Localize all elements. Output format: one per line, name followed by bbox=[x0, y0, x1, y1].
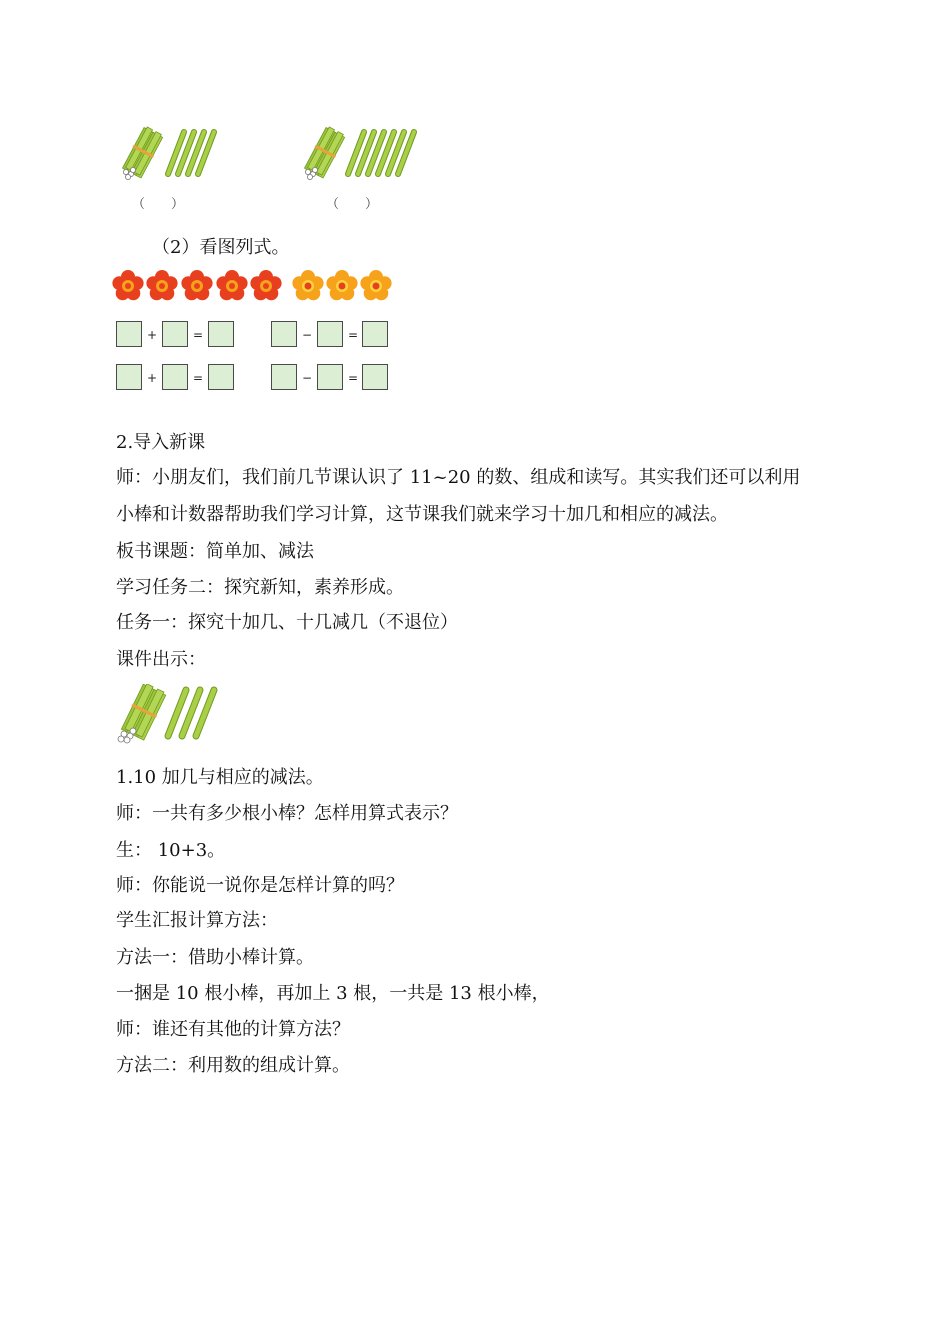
answer-box[interactable] bbox=[271, 364, 297, 390]
exercise2-title: （2）看图列式。 bbox=[152, 237, 290, 258]
courseware-sticks-image bbox=[116, 684, 226, 748]
paragraph-line: 师：你能说一说你是怎样计算的吗？ bbox=[116, 875, 404, 896]
paragraph-line: 任务一：探究十加几、十几减几（不退位） bbox=[116, 612, 458, 633]
equals-sign: = bbox=[193, 371, 204, 385]
equals-sign: = bbox=[348, 328, 359, 342]
paragraph-line: 1.10 加几与相应的减法。 bbox=[116, 767, 324, 788]
section-heading: 2.导入新课 bbox=[116, 432, 206, 453]
paragraph-line: 方法二：利用数的组成计算。 bbox=[116, 1055, 350, 1076]
answer-box[interactable] bbox=[271, 321, 297, 347]
orange-flower-icon bbox=[326, 270, 357, 300]
plus-sign: + bbox=[147, 328, 158, 342]
minus-sign: − bbox=[302, 328, 313, 342]
answer-box[interactable] bbox=[317, 321, 343, 347]
paragraph-line: 板书课题：简单加、减法 bbox=[116, 541, 314, 562]
answer-box[interactable] bbox=[208, 321, 234, 347]
bundle-icon bbox=[122, 126, 165, 180]
stick-bundle-group-left bbox=[118, 126, 228, 186]
answer-paren-right: （ ） bbox=[326, 197, 379, 212]
minus-sign: − bbox=[302, 371, 313, 385]
single-sticks-icon bbox=[348, 132, 414, 174]
paragraph-line: 生： 10+3。 bbox=[116, 840, 226, 861]
bundle-icon bbox=[304, 126, 347, 180]
stick-bundle-group-right bbox=[300, 126, 425, 186]
bundle-icon bbox=[118, 684, 168, 743]
red-flower-icon bbox=[146, 270, 177, 300]
equals-sign: = bbox=[348, 371, 359, 385]
answer-box[interactable] bbox=[362, 364, 388, 390]
answer-box[interactable] bbox=[362, 321, 388, 347]
single-sticks-icon bbox=[168, 690, 214, 736]
paragraph-line: 学习任务二：探究新知，素养形成。 bbox=[116, 577, 404, 598]
single-sticks-icon bbox=[168, 132, 214, 174]
answer-box[interactable] bbox=[116, 364, 142, 390]
red-flower-icon bbox=[112, 270, 143, 300]
answer-box[interactable] bbox=[317, 364, 343, 390]
paragraph-line: 师：小朋友们，我们前几节课认识了 11~20 的数、组成和读写。其实我们还可以利用 bbox=[116, 467, 801, 488]
plus-sign: + bbox=[147, 371, 158, 385]
paragraph-line: 小棒和计数器帮助我们学习计算，这节课我们就来学习十加几和相应的减法。 bbox=[116, 504, 728, 525]
paragraph-line: 师：一共有多少根小棒？怎样用算式表示？ bbox=[116, 803, 458, 824]
orange-flower-icon bbox=[360, 270, 391, 300]
flower-row bbox=[110, 266, 400, 306]
red-flower-icon bbox=[250, 270, 281, 300]
paragraph-line: 方法一：借助小棒计算。 bbox=[116, 947, 314, 968]
answer-paren-left: （ ） bbox=[132, 197, 185, 212]
paragraph-line: 师：谁还有其他的计算方法？ bbox=[116, 1019, 350, 1040]
equals-sign: = bbox=[193, 328, 204, 342]
paragraph-line: 学生汇报计算方法： bbox=[116, 910, 278, 931]
paragraph-line: 一捆是 10 根小棒，再加上 3 根，一共是 13 根小棒， bbox=[116, 983, 550, 1004]
red-flower-icon bbox=[181, 270, 212, 300]
answer-box[interactable] bbox=[162, 364, 188, 390]
answer-box[interactable] bbox=[116, 321, 142, 347]
answer-box[interactable] bbox=[162, 321, 188, 347]
red-flower-icon bbox=[216, 270, 247, 300]
paragraph-line: 课件出示： bbox=[116, 649, 206, 670]
orange-flower-icon bbox=[292, 270, 323, 300]
answer-box[interactable] bbox=[208, 364, 234, 390]
